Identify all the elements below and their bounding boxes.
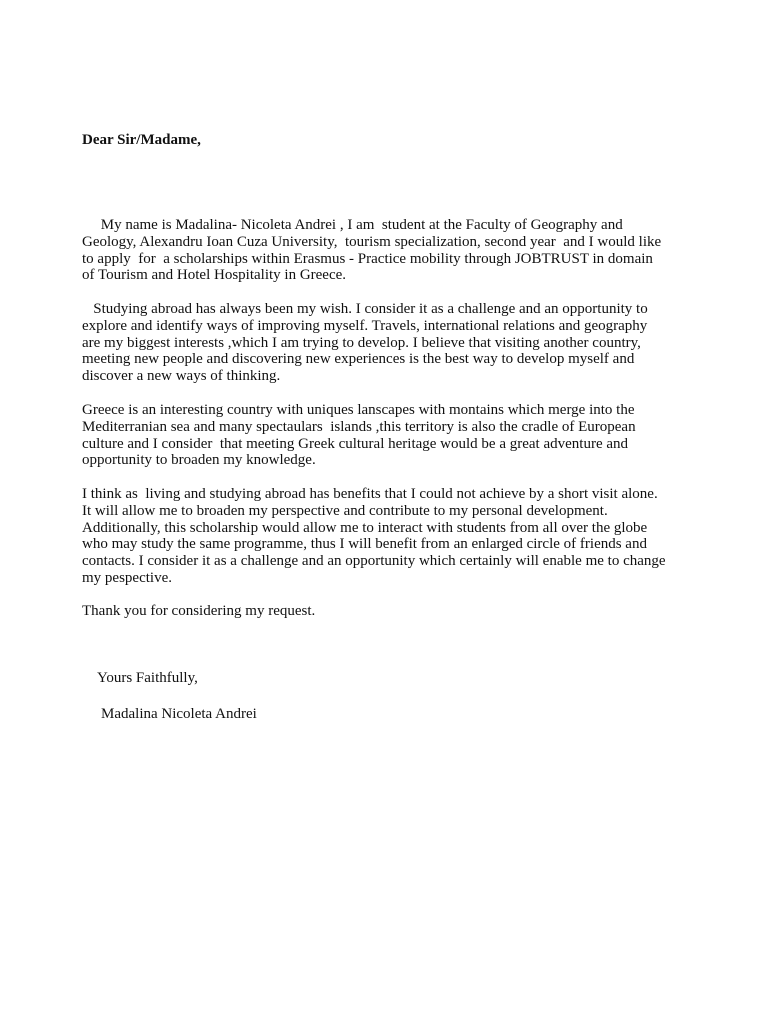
paragraph-line: I think as living and studying abroad has benefits that I could not achieve by a short visit alone.	[82, 486, 658, 502]
paragraph-line: Studying abroad has always been my wish. I consider it as a challenge and an opportunity to	[82, 301, 648, 317]
paragraph-line: meeting new people and discovering new experiences is the best way to develop myself and	[82, 351, 635, 368]
paragraph-greece	[82, 402, 702, 469]
paragraph-introduction	[82, 217, 702, 284]
paragraph-line: opportunity to broaden my knowledge.	[82, 452, 316, 469]
salutation: Dear Sir/Madame,	[82, 132, 201, 148]
paragraph-line: culture and I consider that meeting Greek cultural heritage would be a great adventure and	[82, 435, 629, 452]
paragraph-motivation	[82, 301, 702, 385]
paragraph-line: who may study the same programme, thus I will benefit from an enlarged circle of friends and	[82, 536, 647, 553]
thanks-line: Thank you for considering my request.	[82, 603, 316, 619]
paragraph-line: Greece is an interesting country with uniques lanscapes with montains which merge into the	[82, 402, 635, 418]
paragraph-line: to apply for a scholarships within Erasmus - Practice mobility through JOBTRUST in domain	[82, 250, 653, 267]
paragraph-line: My name is Madalina- Nicoleta Andrei , I am student at the Faculty of Geography and	[82, 217, 623, 233]
paragraph-line: discover a new ways of thinking.	[82, 368, 281, 385]
signature-name: Madalina Nicoleta Andrei	[101, 706, 257, 722]
paragraph-line: Additionally, this scholarship would allow me to interact with students from all over the globe	[82, 519, 648, 536]
paragraph-line: Mediterranian sea and many spectaulars islands ,this territory is also the cradle of European	[82, 418, 636, 435]
paragraph-benefits	[82, 486, 702, 587]
closing-line: Yours Faithfully,	[97, 670, 198, 686]
paragraph-line: contacts. I consider it as a challenge and an opportunity which certainly will enable me to change	[82, 553, 666, 570]
paragraph-line: It will allow me to broaden my perspective and contribute to my personal development.	[82, 502, 608, 519]
paragraph-line: are my biggest interests ,which I am trying to develop. I believe that visiting another country,	[82, 334, 641, 351]
paragraph-line: explore and identify ways of improving myself. Travels, international relations and geography	[82, 317, 648, 334]
paragraph-line: my pespective.	[82, 569, 172, 586]
paragraph-line: of Tourism and Hotel Hospitality in Greece.	[82, 267, 347, 284]
paragraph-line: Geology, Alexandru Ioan Cuza University, tourism specialization, second year and I would like	[82, 233, 662, 250]
